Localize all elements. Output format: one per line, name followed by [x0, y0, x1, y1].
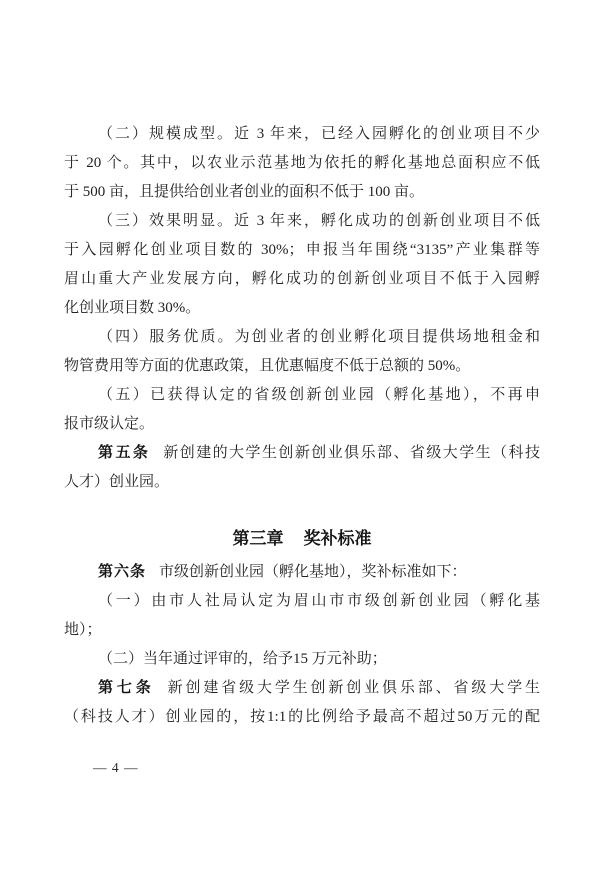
text-line: （二）当年通过评审的，给予15 万元补助； — [98, 651, 387, 667]
text-line-article-6 — [64, 558, 540, 587]
chapter-heading — [64, 524, 540, 553]
text-line: 报市级认定。 — [64, 416, 155, 432]
article-text: 市级创新创业园（孵化基地），奖补标准如下： — [159, 564, 467, 580]
chapter-title: 奖补标准 — [303, 529, 372, 548]
article-number-label: 第六条 — [98, 564, 147, 580]
text-line-article-5 — [64, 439, 540, 468]
text-line: （五）已获得认定的省级创新创业园（孵化基地），不再申 — [98, 387, 540, 403]
text-line: 人才）创业园。 — [64, 474, 170, 490]
text-line: （四）服务优质。为创业者的创业孵化项目提供场地租金和 — [98, 329, 540, 345]
text-line: 于入园孵化创业项目数的 30%；申报当年围绕“3135”产业集群等 — [64, 242, 540, 258]
text-line-article-7 — [64, 674, 540, 703]
article-text: 新创建省级大学生创新创业俱乐部、省级大学生 — [167, 680, 540, 696]
article-text: 新创建的大学生创新创业俱乐部、省级大学生（科技 — [163, 445, 540, 461]
article-number-label: 第七条 — [98, 680, 155, 696]
text-line: （二）规模成型。近 3 年来，已经入园孵化的创业项目不少 — [98, 126, 540, 142]
text-line: （一）由市人社局认定为眉山市市级创新创业园（孵化基 — [98, 593, 540, 609]
text-line: 地）； — [64, 622, 102, 638]
text-line: 于 500 亩，且提供给创业者创业的面积不低于 100 亩。 — [64, 184, 425, 200]
text-line: （三）效果明显。近 3 年来，孵化成功的创新创业项目不低 — [98, 213, 540, 229]
text-line: （科技人才）创业园的，按1:1的比例给予最高不超过50万元的配 — [64, 709, 540, 725]
page-number: — 4 — — [93, 760, 139, 775]
text-line: 物管费用等方面的优惠政策，且优惠幅度不低于总额的 50%。 — [64, 358, 471, 374]
article-number-label: 第五条 — [98, 445, 151, 461]
text-line: 眉山重大产业发展方向，孵化成功的创新创业项目不低于入园孵 — [64, 271, 540, 287]
document-body — [64, 120, 540, 732]
text-line: 化创业项目数 30%。 — [64, 300, 201, 316]
text-line: 于 20 个。其中，以农业示范基地为依托的孵化基地总面积应不低 — [64, 155, 540, 171]
chapter-number: 第三章 — [232, 529, 284, 548]
